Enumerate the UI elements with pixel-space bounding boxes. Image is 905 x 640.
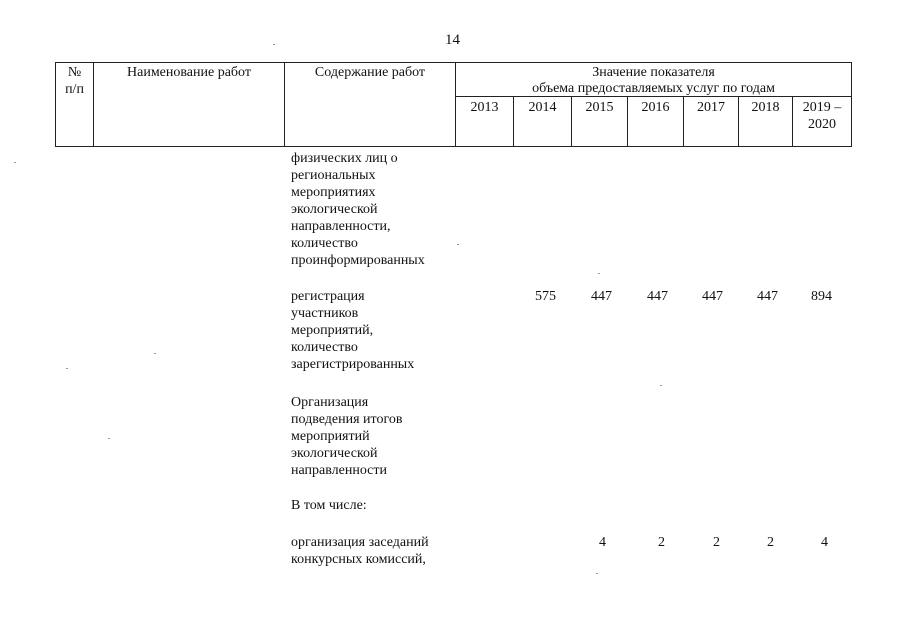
row-5-value-2017: 2 (713, 535, 720, 550)
row-2-line: участников (291, 306, 359, 321)
row-3-line: Организация (291, 395, 369, 410)
row-2-line: количество (291, 340, 358, 355)
table-top-border (55, 62, 852, 63)
row-3-content (291, 394, 402, 479)
row-1-line: проинформированных (291, 253, 425, 268)
row-5-value-2016: 2 (658, 535, 665, 550)
row-1-line: региональных (291, 168, 376, 183)
row-2-line: зарегистрированных (291, 357, 415, 372)
row-2-value-2016: 447 (647, 289, 668, 304)
row-5-content (291, 534, 429, 568)
row-1-line: направленности, (291, 219, 391, 234)
row-2-content (291, 288, 414, 373)
header-work-content: Содержание работ (314, 65, 426, 80)
row-4-content (291, 497, 367, 514)
row-2-value-2015: 447 (591, 289, 612, 304)
row-2-line: мероприятий, (291, 323, 374, 338)
scan-speck (598, 273, 600, 274)
row-5-value-2015: 4 (599, 535, 606, 550)
row-1-line: физических лиц о (291, 151, 398, 166)
row-4-line: В том числе: (291, 498, 367, 513)
row-2-line: регистрация (291, 289, 365, 304)
row-3-line: направленности (291, 463, 388, 478)
row-1-line: мероприятиях (291, 185, 376, 200)
year-2017: 2017 (697, 100, 725, 115)
row-5-line: организация заседаний (291, 535, 429, 550)
row-2-value-2017: 447 (702, 289, 723, 304)
row-5-value-2019-2020: 4 (821, 535, 828, 550)
header-values-title-line1: Значение показателя (592, 65, 715, 80)
scan-speck (14, 162, 16, 163)
row-5-value-2018: 2 (767, 535, 774, 550)
scan-speck (457, 244, 459, 245)
header-work-name: Наименование работ (127, 65, 251, 80)
row-2-value-2018: 447 (757, 289, 778, 304)
row-1-content (291, 150, 425, 269)
row-2-value-2014: 575 (535, 289, 556, 304)
header-bottom-border (55, 146, 852, 147)
header-num-line1: № (67, 65, 82, 80)
year-2019-2020: 2019 – 2020 (802, 100, 842, 132)
year-2013: 2013 (470, 100, 499, 115)
row-3-line: мероприятий (291, 429, 370, 444)
scan-speck (66, 368, 68, 369)
row-2-value-2019-2020: 894 (811, 289, 832, 304)
page-number: 14 (445, 32, 460, 48)
year-2018: 2018 (751, 100, 780, 115)
row-5-line: конкурсных комиссий, (291, 552, 426, 567)
scan-speck (660, 385, 662, 386)
year-2015: 2015 (585, 100, 614, 115)
row-1-line: экологической (291, 202, 378, 217)
row-3-line: экологической (291, 446, 378, 461)
row-3-line: подведения итогов (291, 412, 403, 427)
table-right-border (851, 62, 852, 147)
scan-speck (154, 353, 156, 354)
row-1-line: количество (291, 236, 358, 251)
header-values-title-line2: объема предоставляемых услуг по годам (532, 81, 775, 96)
year-2014: 2014 (528, 100, 557, 115)
year-2016: 2016 (641, 100, 670, 115)
header-num-line2: п/п (65, 82, 84, 97)
scan-speck (596, 573, 598, 574)
scan-speck (273, 44, 275, 45)
scan-speck (108, 438, 110, 439)
